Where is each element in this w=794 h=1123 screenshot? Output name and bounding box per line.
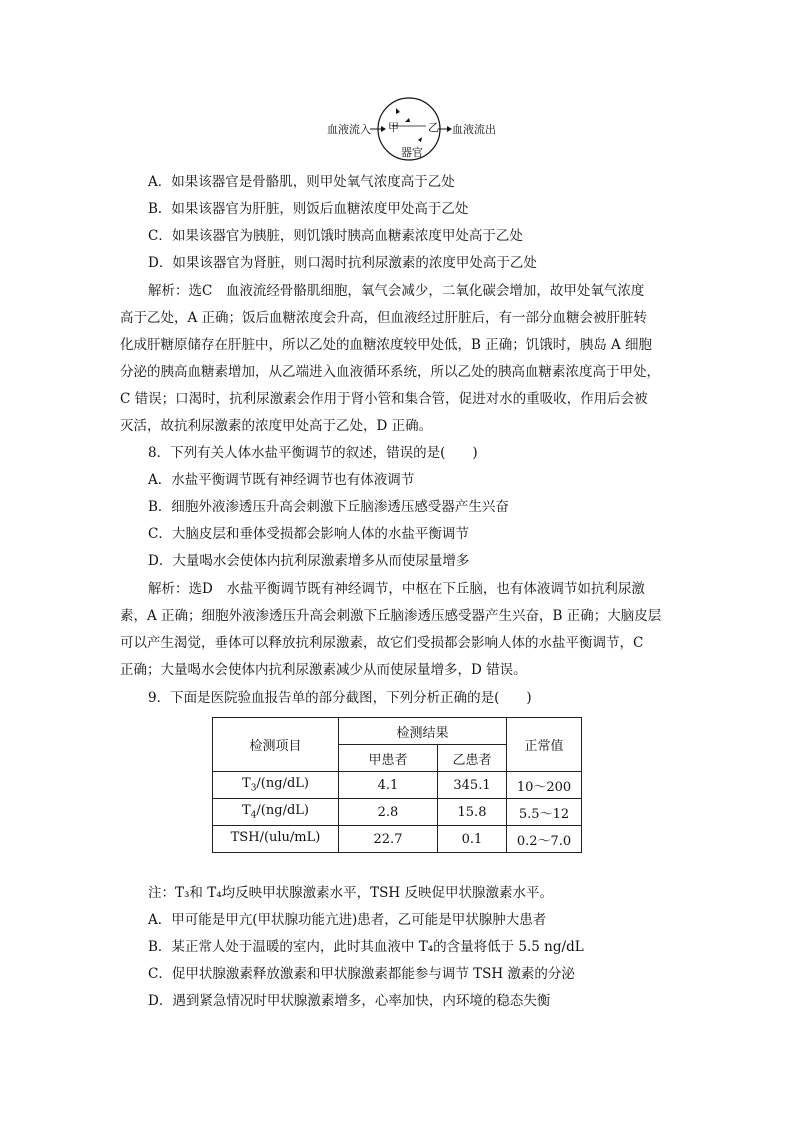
item-sub: 3: [250, 783, 257, 794]
q7-option-b: B．如果该器官为肝脏，则饭后血糖浓度甲处高于乙处: [148, 201, 469, 217]
q9-option-c: C．促甲状腺激素释放激素和甲状腺激素都能参与调节 TSH 激素的分泌: [148, 966, 575, 982]
table-row: [213, 826, 582, 853]
header-result: 检测结果: [339, 718, 507, 745]
item-base: T: [242, 803, 251, 819]
row-value-b: 345.1: [438, 772, 507, 799]
point-a-label: 甲: [388, 121, 399, 134]
q8-analysis-line: 解析：选D 水盐平衡调节既有神经调节，中枢在下丘脑，也有体液调节如抗利尿激: [148, 581, 645, 597]
point-b-label: 乙: [428, 121, 439, 134]
item-unit: /(ng/dL): [256, 776, 309, 792]
row-normal: 0.2～7.0: [507, 826, 582, 853]
q9-option-b: B．某正常人处于温暖的室内，此时其血液中 T₄的含量将低于 5.5 ng/dL: [148, 939, 584, 955]
q7-analysis-line: 化成肝糖原储存在肝脏中，所以乙处的血糖浓度较甲处低，B 正确；饥饿时，胰岛 A 细胞: [120, 337, 653, 353]
table-header-row: [213, 718, 582, 745]
organ-label: 器官: [401, 146, 423, 159]
item-base: TSH: [230, 830, 260, 846]
organ-blood-flow-diagram: [300, 96, 530, 162]
q7-analysis-line: C 错误；口渴时，抗利尿激素会作用于肾小管和集合管，促进对水的重吸收，作用后会被: [120, 391, 648, 407]
row-value-a: 2.8: [339, 799, 438, 826]
q8-analysis-line: 素，A 正确；细胞外液渗透压升高会刺激下丘脑渗透压感受器产生兴奋，B 正确；大脑皮层: [120, 608, 662, 624]
row-normal: 5.5～12: [507, 799, 582, 826]
q9-note: 注：T₃和 T₄均反映甲状腺激素水平，TSH 反映促甲状腺激素水平。: [148, 885, 553, 901]
q8-analysis-line: 可以产生渴觉，垂体可以释放抗利尿激素，故它们受损都会影响人体的水盐平衡调节，C: [120, 635, 644, 651]
row-value-a: 22.7: [339, 826, 438, 853]
header-patient-a: 甲患者: [339, 745, 438, 772]
table-row: [213, 799, 582, 826]
q8-option-c: C．大脑皮层和垂体受损都会影响人体的水盐平衡调节: [148, 526, 469, 542]
q8-option-d: D．大量喝水会使体内抗利尿激素增多从而使尿量增多: [148, 553, 470, 569]
item-unit: /(ulu/mL): [259, 830, 321, 846]
table-row: [213, 772, 582, 799]
row-value-b: 15.8: [438, 799, 507, 826]
row-value-b: 0.1: [438, 826, 507, 853]
inflow-label: 血液流入: [327, 123, 371, 136]
q7-analysis-line: 灭活，故抗利尿激素的浓度甲处高于乙处，D 正确。: [120, 418, 433, 434]
q7-option-a: A．如果该器官是骨骼肌，则甲处氧气浓度高于乙处: [148, 174, 455, 190]
q8-analysis-line: 正确；大量喝水会使体内抗利尿激素减少从而使尿量增多，D 错误。: [120, 662, 527, 678]
q7-analysis-line: 高于乙处，A 正确；饭后血糖浓度会升高，但血液经过肝脏后，有一部分血糖会被肝脏转: [120, 310, 648, 326]
header-normal: 正常值: [507, 718, 582, 772]
row-value-a: 4.1: [339, 772, 438, 799]
q7-option-d: D．如果该器官为肾脏，则口渴时抗利尿激素的浓度甲处高于乙处: [148, 255, 537, 271]
header-item: 检测项目: [213, 718, 339, 772]
row-normal: 10～200: [507, 772, 582, 799]
blood-test-table: [212, 717, 582, 853]
row-item: [213, 826, 339, 853]
outflow-label: 血液流出: [452, 123, 496, 136]
q9-option-a: A．甲可能是甲亢(甲状腺功能亢进)患者，乙可能是甲状腺肿大患者: [148, 912, 547, 928]
q8-option-b: B．细胞外液渗透压升高会刺激下丘脑渗透压感受器产生兴奋: [148, 499, 509, 515]
q7-analysis-line: 分泌的胰高血糖素增加，从乙端进入血液循环系统，所以乙处的胰高血糖素浓度高于甲处，: [120, 364, 660, 380]
row-item: [213, 772, 339, 799]
header-patient-b: 乙患者: [438, 745, 507, 772]
item-unit: /(ng/dL): [256, 803, 309, 819]
row-item: [213, 799, 339, 826]
q9-stem: 9．下面是医院验血报告单的部分截图，下列分析正确的是( ): [148, 690, 532, 706]
q9-option-d: D．遇到紧急情况时甲状腺激素增多，心率加快，内环境的稳态失衡: [148, 993, 551, 1009]
item-base: T: [242, 776, 251, 792]
item-sub: 4: [250, 810, 257, 821]
q8-option-a: A．水盐平衡调节既有神经调节也有体液调节: [148, 472, 415, 488]
q7-analysis-line: 解析：选C 血液流经骨骼肌细胞，氧气会减少，二氧化碳会增加，故甲处氧气浓度: [148, 283, 645, 299]
q8-stem: 8．下列有关人体水盐平衡调节的叙述，错误的是( ): [148, 445, 478, 461]
q7-option-c: C．如果该器官为胰脏，则饥饿时胰高血糖素浓度甲处高于乙处: [148, 228, 523, 244]
